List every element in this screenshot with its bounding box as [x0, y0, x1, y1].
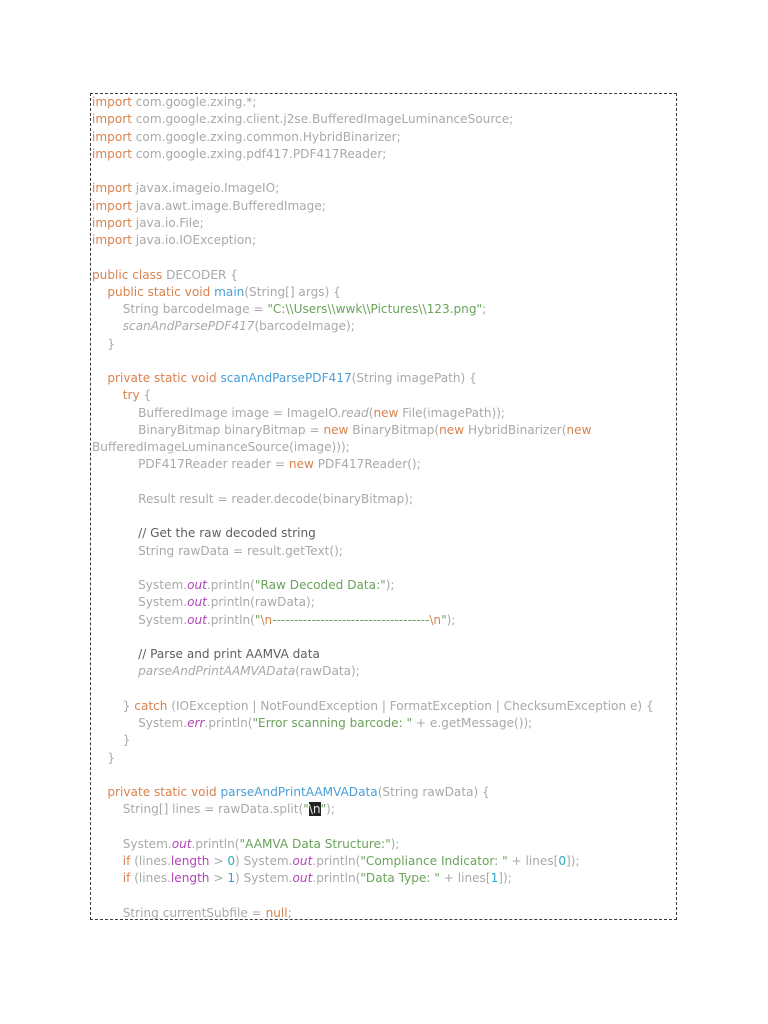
code-token: parseAndPrintAAMVAData — [92, 664, 296, 679]
code-line — [92, 836, 676, 853]
code-token: scanAndParsePDF417 — [92, 319, 255, 334]
code-token: catch — [134, 698, 168, 713]
code-line — [92, 215, 676, 232]
code-line — [92, 698, 676, 715]
code-token: out — [187, 595, 207, 610]
code-token: new — [566, 422, 592, 437]
code-token: length — [170, 854, 210, 868]
code-line — [92, 888, 676, 905]
code-token: HybridBinarizer( — [464, 422, 567, 437]
code-token: import — [92, 112, 132, 127]
code-line — [92, 180, 676, 197]
code-token: import — [92, 95, 132, 109]
code-token: 0 — [227, 854, 236, 868]
code-token: String currentSubfile = — [92, 905, 266, 920]
code-token: public class — [92, 267, 163, 282]
code-token: { — [139, 388, 152, 403]
code-token: .println( — [206, 612, 255, 627]
code-token: .println(rawData); — [206, 595, 315, 610]
code-line — [92, 405, 676, 422]
code-line — [92, 732, 676, 749]
code-line — [92, 750, 676, 767]
code-token: ) System. — [235, 871, 293, 886]
code-token: length — [170, 871, 210, 886]
code-token: (String[] args) { — [244, 284, 341, 299]
code-line — [92, 853, 676, 870]
code-line — [92, 370, 676, 387]
code-token: out — [292, 871, 313, 886]
code-token: ------------------------------------ — [272, 612, 430, 627]
code-line — [92, 267, 676, 284]
code-token: (barcodeImage); — [254, 319, 355, 334]
code-token: new — [323, 422, 349, 437]
code-line — [92, 198, 676, 215]
code-token: \n — [308, 802, 321, 817]
code-token: ) System. — [235, 854, 293, 868]
code-line — [92, 784, 676, 801]
code-token: + lines[ — [507, 854, 559, 868]
code-token: String[] lines = rawData.split( — [92, 802, 304, 817]
code-token: .println( — [312, 854, 361, 868]
code-line — [92, 543, 676, 560]
code-token: String barcodeImage = — [92, 302, 268, 316]
code-line — [92, 767, 676, 784]
code-token: BinaryBitmap( — [348, 422, 440, 437]
code-token: out — [187, 578, 207, 592]
code-token: " — [441, 612, 447, 627]
code-token: main — [214, 284, 245, 299]
code-line — [92, 456, 676, 473]
code-token: null — [265, 905, 288, 920]
code-line — [92, 318, 676, 335]
code-token: if — [92, 854, 131, 868]
code-token: private static void — [92, 371, 217, 385]
code-line — [92, 439, 676, 456]
code-token: DECODER { — [162, 267, 238, 282]
code-token: PDF417Reader reader = — [92, 457, 289, 472]
code-line — [92, 301, 676, 318]
code-token: import — [92, 146, 132, 161]
code-token: .println( — [204, 716, 253, 730]
code-token: File(imagePath)); — [398, 405, 505, 420]
code-token: scanAndParsePDF417 — [220, 371, 352, 385]
code-token: > — [209, 854, 228, 868]
code-token: System. — [92, 578, 188, 592]
code-line — [92, 474, 676, 491]
code-token: import — [92, 198, 132, 213]
code-token: ; — [287, 905, 292, 920]
code-token: System. — [92, 836, 172, 851]
code-line — [92, 629, 676, 646]
code-token: // Get the raw decoded string — [92, 526, 316, 541]
code-block — [92, 94, 676, 920]
code-token: " — [254, 612, 261, 627]
code-token: System. — [92, 612, 188, 627]
code-line — [92, 646, 676, 663]
code-document-frame — [90, 93, 677, 920]
code-token: ; — [482, 302, 487, 316]
code-line — [92, 508, 676, 525]
code-token: + e.getMessage()); — [412, 716, 533, 730]
code-line — [92, 163, 676, 180]
code-token: "Compliance Indicator: " — [360, 854, 508, 868]
code-line — [92, 594, 676, 611]
code-line — [92, 249, 676, 266]
code-token: (IOException | NotFoundException | FormatException | ChecksumException e) { — [167, 698, 654, 713]
code-token: ]); — [498, 871, 512, 886]
code-token: out — [187, 612, 207, 627]
code-line — [92, 491, 676, 508]
code-line — [92, 284, 676, 301]
code-token: public static void — [92, 284, 211, 299]
code-token: String rawData = result.getText(); — [92, 543, 343, 558]
code-token: Result result = reader.decode(binaryBitmap); — [92, 491, 414, 506]
code-token: PDF417Reader(); — [313, 457, 421, 472]
code-token: BufferedImage image = ImageIO. — [92, 405, 342, 420]
code-token: ); — [385, 578, 395, 592]
code-line — [92, 146, 676, 163]
code-token: "AAMVA Data Structure:" — [239, 836, 391, 851]
code-line — [92, 663, 676, 680]
code-token: javax.imageio.ImageIO; — [131, 181, 280, 196]
code-token: out — [171, 836, 192, 851]
code-token: \n — [429, 612, 442, 627]
code-line — [92, 819, 676, 836]
code-token: } — [92, 733, 131, 748]
code-token: err — [187, 716, 205, 730]
code-token: com.google.zxing.client.j2se.BufferedImageLuminanceSource; — [131, 112, 514, 127]
code-token: import — [92, 129, 132, 144]
code-token: import — [92, 233, 132, 247]
code-token: 0 — [558, 854, 567, 868]
code-token: "C:\\Users\\wwk\\Pictures\\123.png" — [267, 302, 483, 316]
code-token: new — [439, 422, 465, 437]
code-token: out — [292, 854, 313, 868]
code-token: com.google.zxing.*; — [131, 95, 257, 109]
code-token: "Data Type: " — [360, 871, 440, 886]
code-token: " — [303, 802, 309, 817]
code-token: new — [373, 405, 399, 420]
code-token: read — [341, 405, 369, 420]
code-line — [92, 905, 676, 920]
code-token: com.google.zxing.pdf417.PDF417Reader; — [131, 146, 387, 161]
code-token: private static void — [92, 785, 217, 799]
code-token: new — [288, 457, 314, 472]
code-token: BinaryBitmap binaryBitmap = — [92, 422, 324, 437]
code-token: \n — [260, 612, 273, 627]
code-line — [92, 336, 676, 353]
code-token: "Raw Decoded Data:" — [254, 578, 386, 592]
code-token: parseAndPrintAAMVAData — [220, 785, 378, 799]
code-token: (String imagePath) { — [351, 371, 477, 385]
code-token: (rawData); — [295, 664, 360, 679]
code-token: ); — [446, 612, 456, 627]
code-token: (String rawData) { — [377, 785, 490, 799]
code-token: > — [209, 871, 228, 886]
code-token: .println( — [191, 836, 240, 851]
code-line — [92, 577, 676, 594]
code-token: ); — [326, 802, 335, 817]
code-line — [92, 353, 676, 370]
code-token: ( — [368, 405, 374, 420]
code-line — [92, 94, 676, 111]
code-token: 1 — [227, 871, 236, 886]
code-token: import — [92, 215, 132, 230]
code-token: // Parse and print AAMVA data — [92, 647, 320, 661]
code-token: java.awt.image.BufferedImage; — [131, 198, 326, 213]
code-token: } — [92, 698, 135, 713]
code-line — [92, 525, 676, 542]
code-token: " — [320, 802, 327, 817]
code-line — [92, 560, 676, 577]
code-token: (lines. — [130, 871, 171, 886]
code-token: } — [92, 336, 116, 351]
code-line — [92, 870, 676, 887]
code-token: if — [92, 871, 131, 886]
code-line — [92, 387, 676, 404]
code-token: java.io.IOException; — [131, 233, 257, 247]
code-token: import — [92, 181, 132, 196]
code-token: com.google.zxing.common.HybridBinarizer; — [131, 129, 401, 144]
code-token: BufferedImageLuminanceSource(image))); — [92, 440, 350, 454]
code-token: .println( — [312, 871, 361, 886]
code-line — [92, 232, 676, 249]
code-token: System. — [92, 716, 188, 730]
code-token: ]); — [566, 854, 580, 868]
code-token: "Error scanning barcode: " — [252, 716, 413, 730]
code-token: ); — [390, 836, 400, 851]
code-token: + lines[ — [439, 871, 491, 886]
code-token: (lines. — [130, 854, 171, 868]
code-line — [92, 129, 676, 146]
code-line — [92, 422, 676, 439]
code-line — [92, 612, 676, 629]
code-token: } — [92, 750, 116, 765]
code-line — [92, 111, 676, 128]
code-line — [92, 715, 676, 732]
code-line — [92, 681, 676, 698]
code-token: 1 — [490, 871, 499, 886]
code-token: .println( — [206, 578, 255, 592]
code-token: try — [92, 388, 140, 403]
code-token: java.io.File; — [131, 215, 204, 230]
code-line — [92, 801, 676, 818]
code-token: System. — [92, 595, 188, 610]
